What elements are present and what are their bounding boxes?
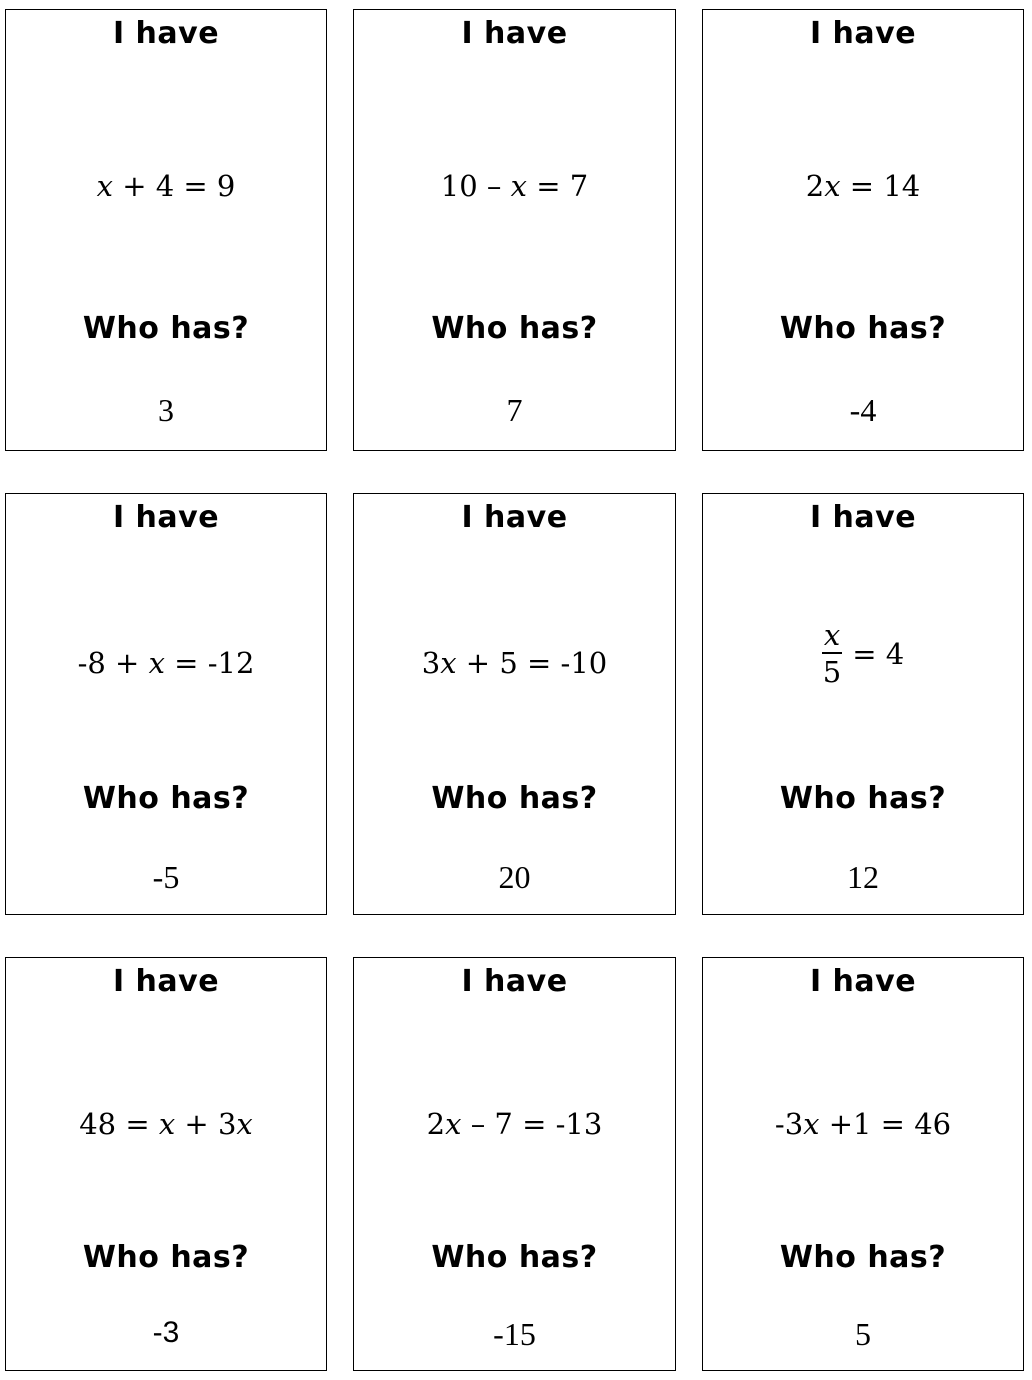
card-3 bbox=[702, 9, 1024, 451]
variable: x bbox=[236, 1107, 253, 1142]
answer-value: 20 bbox=[498, 859, 531, 896]
who-has-heading: Who has? bbox=[431, 1239, 598, 1275]
i-have-heading: I have bbox=[112, 500, 220, 535]
answer-value: -15 bbox=[493, 1316, 536, 1353]
card-2 bbox=[353, 9, 676, 451]
equation bbox=[6, 646, 326, 680]
answer-value: -3 bbox=[152, 1316, 180, 1350]
card-6 bbox=[702, 493, 1024, 915]
equation-text: 48 = bbox=[79, 1107, 159, 1142]
equation bbox=[703, 1107, 1023, 1141]
card-8 bbox=[353, 957, 676, 1371]
equation-text: -8 + bbox=[77, 645, 149, 680]
equation bbox=[6, 169, 326, 203]
who-has-heading: Who has? bbox=[82, 310, 250, 346]
i-have-heading: I have bbox=[112, 16, 220, 51]
equation bbox=[6, 1107, 326, 1141]
equation-text: = 7 bbox=[527, 169, 589, 204]
variable: x bbox=[96, 169, 113, 204]
who-has-heading: Who has? bbox=[431, 310, 598, 346]
card-5 bbox=[353, 493, 676, 915]
who-has-heading: Who has? bbox=[82, 780, 250, 816]
answer-value: -4 bbox=[849, 392, 877, 429]
equation-text: + 3 bbox=[175, 1107, 237, 1142]
equation-text: – 7 = -13 bbox=[461, 1107, 603, 1142]
equation-text: = -12 bbox=[164, 645, 255, 680]
card-9 bbox=[702, 957, 1024, 1371]
fraction-numerator: x bbox=[823, 617, 841, 652]
answer-value: 3 bbox=[158, 392, 174, 429]
variable: x bbox=[158, 1107, 176, 1142]
equation-text: -3 bbox=[774, 1107, 804, 1142]
who-has-heading: Who has? bbox=[82, 1239, 250, 1275]
who-has-heading: Who has? bbox=[779, 310, 947, 346]
equation bbox=[354, 169, 675, 203]
card-7 bbox=[5, 957, 327, 1371]
i-have-heading: I have bbox=[461, 500, 568, 535]
fraction-denominator: 5 bbox=[822, 654, 842, 689]
equation-text: 10 – bbox=[440, 169, 511, 204]
answer-value: 12 bbox=[847, 859, 879, 896]
i-have-heading: I have bbox=[809, 16, 917, 51]
answer-value: 5 bbox=[855, 1316, 871, 1353]
fraction bbox=[822, 617, 842, 689]
i-have-heading: I have bbox=[809, 964, 917, 999]
equation bbox=[354, 1107, 675, 1141]
who-has-heading: Who has? bbox=[779, 780, 947, 816]
i-have-heading: I have bbox=[112, 964, 220, 999]
equation-text: 2 bbox=[426, 1107, 446, 1142]
variable: x bbox=[440, 645, 457, 680]
who-has-heading: Who has? bbox=[431, 780, 598, 816]
variable: x bbox=[445, 1107, 462, 1142]
equation bbox=[703, 617, 1023, 689]
equation-text: = 14 bbox=[840, 169, 921, 204]
answer-value: 7 bbox=[506, 392, 523, 429]
answer-value: -5 bbox=[152, 859, 180, 896]
card-1 bbox=[5, 9, 327, 451]
equation bbox=[354, 646, 675, 680]
equation-text: + 4 = 9 bbox=[112, 169, 236, 204]
i-have-heading: I have bbox=[461, 964, 568, 999]
variable: x bbox=[510, 169, 527, 204]
variable: x bbox=[803, 1107, 820, 1142]
equation-text: 3 bbox=[421, 645, 441, 680]
equation-rest: = 4 bbox=[852, 636, 905, 671]
equation-text: +1 = 46 bbox=[819, 1107, 952, 1142]
variable: x bbox=[148, 645, 165, 680]
equation bbox=[703, 169, 1023, 203]
variable: x bbox=[824, 169, 841, 204]
who-has-heading: Who has? bbox=[779, 1239, 947, 1275]
card-4 bbox=[5, 493, 327, 915]
equation-text: 2 bbox=[805, 169, 825, 204]
equation-text: + 5 = -10 bbox=[456, 645, 608, 680]
i-have-heading: I have bbox=[809, 500, 917, 535]
i-have-heading: I have bbox=[461, 16, 568, 51]
